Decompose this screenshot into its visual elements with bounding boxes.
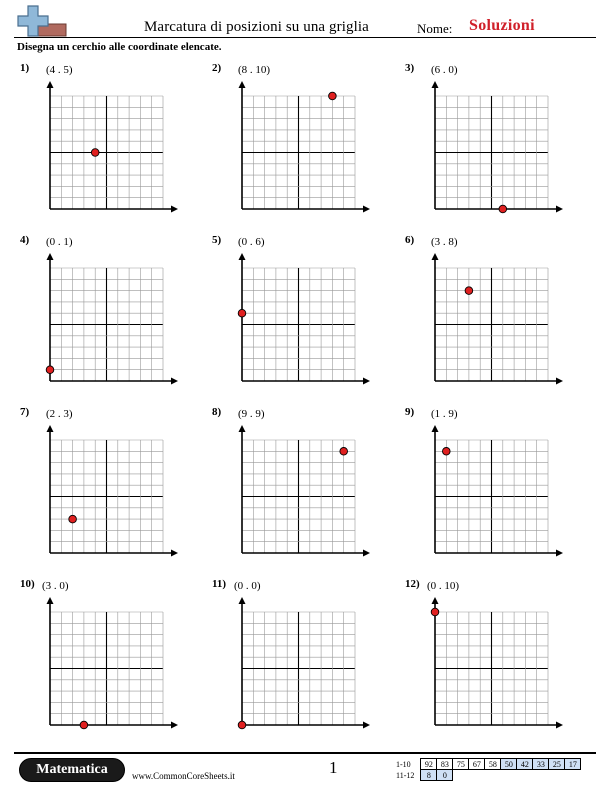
y-axis-arrow-icon [47, 81, 54, 88]
y-axis-arrow-icon [239, 81, 246, 88]
score-cell: 75 [453, 759, 469, 770]
coordinate-label: (6 . 0) [431, 64, 458, 76]
score-cell: 33 [533, 759, 549, 770]
header-divider [14, 37, 596, 38]
problem-number: 11) [212, 578, 227, 590]
score-row [396, 770, 581, 781]
problem-item [405, 578, 585, 738]
score-cell: 83 [437, 759, 453, 770]
problem-number: 3) [405, 62, 415, 74]
problem-item [405, 234, 585, 394]
problem-number: 2) [212, 62, 222, 74]
grid-lines [50, 268, 163, 381]
answer-point [465, 287, 473, 295]
y-axis-arrow-icon [432, 81, 439, 88]
y-axis-arrow-icon [47, 425, 54, 432]
problem-item [20, 406, 200, 566]
answer-point [69, 515, 77, 523]
coordinate-label: (9 . 9) [238, 408, 265, 420]
name-value: Soluzioni [469, 17, 535, 34]
score-cell: 67 [469, 759, 485, 770]
x-axis-arrow-icon [556, 550, 563, 557]
coordinate-label: (0 . 10) [427, 580, 460, 592]
problem-item [212, 62, 392, 222]
coordinate-grid [20, 234, 200, 394]
problem-number: 4) [20, 234, 30, 246]
problem-item [405, 406, 585, 566]
y-axis-arrow-icon [239, 597, 246, 604]
y-axis-arrow-icon [239, 253, 246, 260]
problem-number: 6) [405, 234, 415, 246]
coordinate-grid [212, 62, 392, 222]
x-axis-arrow-icon [556, 722, 563, 729]
coordinate-label: (0 . 1) [46, 236, 73, 248]
answer-point [46, 366, 54, 374]
coordinate-label: (8 . 10) [238, 64, 271, 76]
instructions: Disegna un cerchio alle coordinate elencate. [17, 41, 222, 53]
answer-point [340, 448, 348, 456]
footer-divider [14, 752, 596, 754]
coordinate-label: (3 . 0) [42, 580, 69, 592]
problem-number: 10) [20, 578, 35, 590]
grid-lines [242, 268, 355, 381]
brand-badge: Matematica [19, 758, 125, 782]
y-axis-arrow-icon [47, 253, 54, 260]
grid-lines [242, 440, 355, 553]
problem-item [20, 578, 200, 738]
coordinate-label: (3 . 8) [431, 236, 458, 248]
x-axis-arrow-icon [171, 206, 178, 213]
grid-lines [435, 96, 548, 209]
score-cell: 8 [421, 770, 437, 781]
score-cell: 0 [437, 770, 453, 781]
score-cell: 25 [549, 759, 565, 770]
coordinate-grid [212, 234, 392, 394]
grid-lines [435, 268, 548, 381]
coordinate-grid [212, 406, 392, 566]
score-cell: 50 [501, 759, 517, 770]
y-axis-arrow-icon [432, 253, 439, 260]
grid-lines [435, 612, 548, 725]
grid-lines [50, 440, 163, 553]
x-axis-arrow-icon [556, 378, 563, 385]
name-label: Nome: [417, 21, 453, 36]
x-axis-arrow-icon [171, 550, 178, 557]
coordinate-grid [20, 62, 200, 222]
coordinate-label: (2 . 3) [46, 408, 73, 420]
plus-logo-icon [14, 4, 70, 40]
problem-number: 8) [212, 406, 222, 418]
grid-lines [435, 440, 548, 553]
coordinate-grid [405, 234, 585, 394]
coordinate-grid [20, 578, 200, 738]
x-axis-arrow-icon [363, 722, 370, 729]
score-row-label: 1-10 [396, 759, 411, 769]
score-cell: 58 [485, 759, 501, 770]
answer-point [80, 721, 88, 729]
x-axis-arrow-icon [171, 722, 178, 729]
page-title: Marcatura di posizioni su una griglia [144, 19, 369, 35]
coordinate-grid [405, 406, 585, 566]
score-row [396, 759, 581, 770]
problem-item [405, 62, 585, 222]
coordinate-label: (4 . 5) [46, 64, 73, 76]
coordinate-label: (1 . 9) [431, 408, 458, 420]
problem-item [20, 62, 200, 222]
grid-lines [242, 612, 355, 725]
score-row-label: 11-12 [396, 770, 415, 780]
x-axis-arrow-icon [363, 378, 370, 385]
problem-number: 1) [20, 62, 30, 74]
coordinate-label: (0 . 6) [238, 236, 265, 248]
grid-lines [242, 96, 355, 209]
answer-point [91, 149, 99, 157]
grid-lines [50, 612, 163, 725]
coordinate-grid [405, 62, 585, 222]
problem-number: 7) [20, 406, 30, 418]
coordinate-label: (0 . 0) [234, 580, 261, 592]
answer-point [499, 205, 507, 213]
answer-point [329, 92, 337, 100]
x-axis-arrow-icon [556, 206, 563, 213]
score-cell: 17 [565, 759, 581, 770]
problem-number: 9) [405, 406, 415, 418]
score-cell: 92 [421, 759, 437, 770]
problem-number: 5) [212, 234, 222, 246]
answer-point [238, 721, 246, 729]
y-axis-arrow-icon [239, 425, 246, 432]
y-axis-arrow-icon [432, 597, 439, 604]
answer-point [238, 309, 246, 317]
coordinate-grid [20, 406, 200, 566]
website-link[interactable]: www.CommonCoreSheets.it [132, 771, 235, 781]
grid-lines [50, 96, 163, 209]
x-axis-arrow-icon [363, 550, 370, 557]
x-axis-arrow-icon [171, 378, 178, 385]
problem-item [212, 406, 392, 566]
score-table [396, 758, 581, 781]
x-axis-arrow-icon [363, 206, 370, 213]
coordinate-grid [405, 578, 585, 738]
coordinate-grid [212, 578, 392, 738]
y-axis-arrow-icon [47, 597, 54, 604]
answer-point [443, 448, 451, 456]
answer-point [431, 608, 439, 616]
problem-item [212, 578, 392, 738]
problem-number: 12) [405, 578, 420, 590]
problem-item [212, 234, 392, 394]
score-cell: 42 [517, 759, 533, 770]
problem-item [20, 234, 200, 394]
page-number: 1 [329, 758, 338, 777]
y-axis-arrow-icon [432, 425, 439, 432]
